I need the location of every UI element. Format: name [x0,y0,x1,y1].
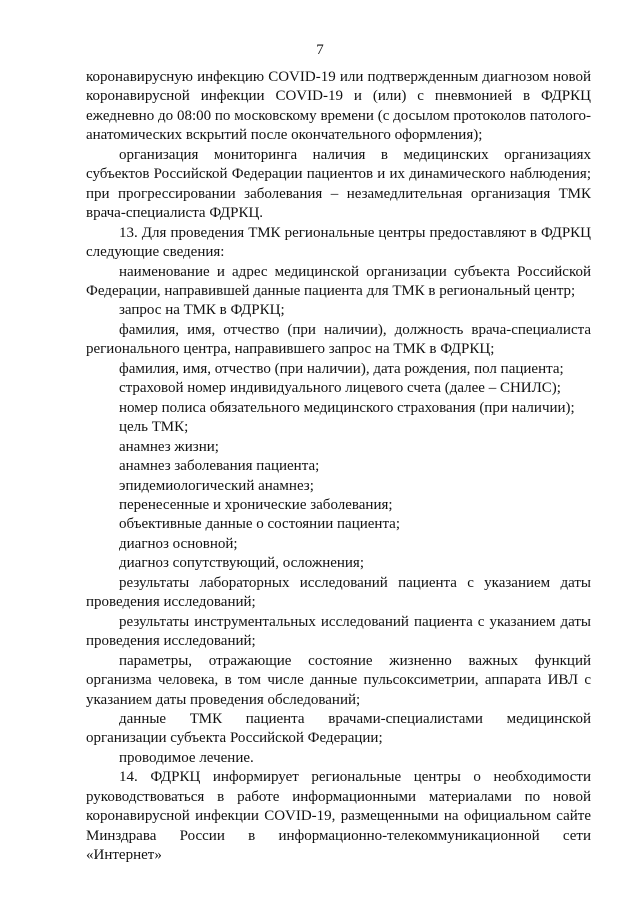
list-item-instrumental-results: результаты инструментальных исследований пациента с указанием даты проведения исследований; [86,613,591,650]
list-item-epidemiological-anamnesis: эпидемиологический анамнез; [119,477,314,494]
list-item-specialist-name: фамилия, имя, отчество (при наличии), должность врача-специалиста регионального центра, направившего запрос на ТМК в ФДРКЦ; [86,321,591,358]
list-item-objective-data: объективные данные о состоянии пациента; [119,516,401,533]
paragraph-continuation: коронавирусную инфекцию COVID-19 или подтвержденным диагнозом новой коронавирусной инфекции COVID-19 и (или) с пневмонией в ФДРКЦ ежедневно до 08:00 по московскому времени (с досылом протоколов патолого-анатомических вскрытий после окончательного оформления); [86,69,591,144]
paragraph-monitoring: организация мониторинга наличия в медицинских организациях субъектов Российской Федерации пациентов и их динамического наблюдения; при прогрессировании заболевания – незамедлительная организация ТМК врача-специалиста ФДРКЦ. [86,146,591,222]
list-item-concomitant-diagnosis: диагноз сопутствующий, осложнения; [119,555,365,572]
list-item-insurance-policy: номер полиса обязательного медицинского страхования (при наличии); [119,399,575,416]
list-item-past-diseases: перенесенные и хронические заболевания; [119,496,393,513]
list-item-main-diagnosis: диагноз основной; [119,535,238,552]
page-number: 7 [316,42,324,58]
list-item-treatment: проводимое лечение. [119,749,254,766]
list-item-snils: страховой номер индивидуального лицевого счета (далее – СНИЛС); [119,380,561,397]
list-item-tmk-data: данные ТМК пациента врачами-специалистами медицинской организации субъекта Российской Федерации; [86,710,591,747]
list-item-patient-name: фамилия, имя, отчество (при наличии), дата рождения, пол пациента; [119,360,564,377]
list-item-organization-name: наименование и адрес медицинской организации субъекта Российской Федерации, направившей данные пациента для ТМК в региональный центр; [86,263,591,299]
document-body [86,68,591,866]
paragraph-section-13: 13. Для проведения ТМК региональные центры предоставляют в ФДРКЦ следующие сведения: [86,224,591,261]
list-item-lab-results: результаты лабораторных исследований пациента с указанием даты проведения исследований; [86,574,591,611]
list-item-life-anamnesis: анамнез жизни; [119,438,219,455]
list-item-tmk-request: запрос на ТМК в ФДРКЦ; [119,302,285,319]
paragraph-section-14: 14. ФДРКЦ информирует региональные центры о необходимости руководствоваться в работе информационными материалами по новой коронавирусной инфекции COVID-19, размещенными на официальном сайте Минздрава России в информационно-телекоммуникационной сети «Интернет» [86,769,591,864]
list-item-tmk-purpose: цель ТМК; [119,419,189,436]
list-item-vital-parameters: параметры, отражающие состояние жизненно важных функций организма человека, в том числе данные пульсоксиметрии, аппарата ИВЛ с указанием даты проведения обследований; [86,652,591,708]
list-item-disease-anamnesis: анамнез заболевания пациента; [119,458,320,475]
